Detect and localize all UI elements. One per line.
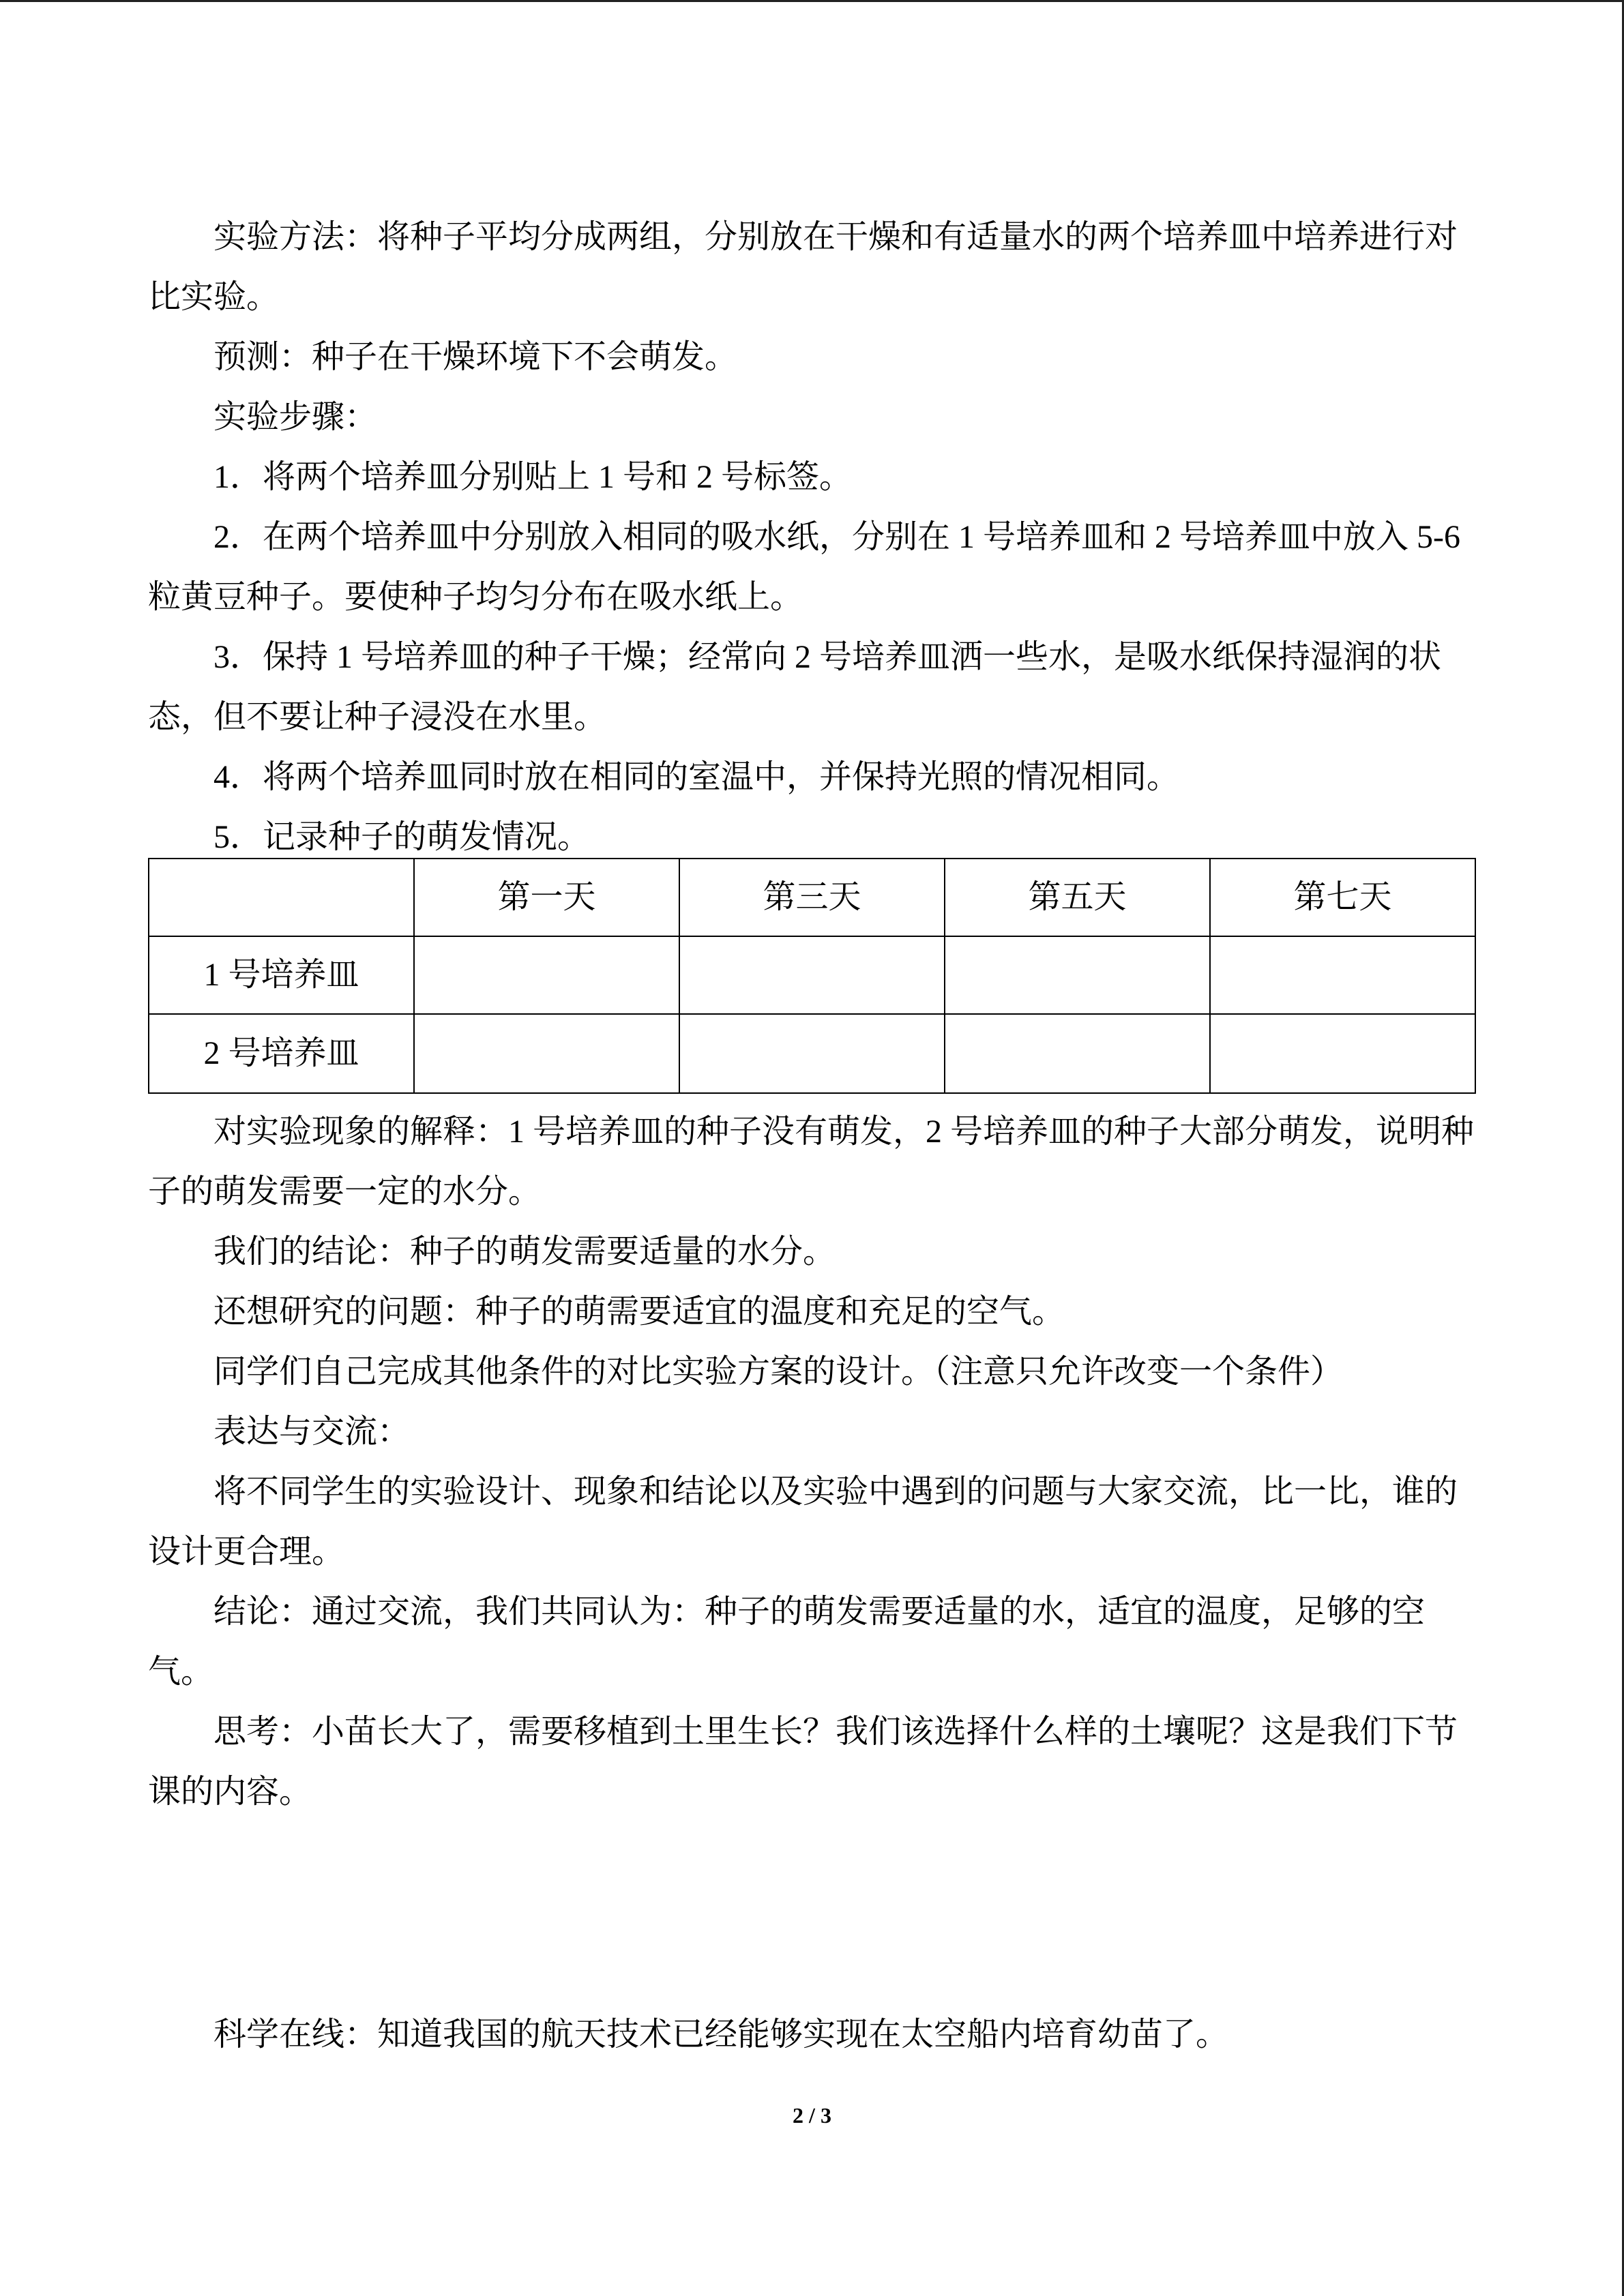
top-edge-line [0,0,1624,2]
paragraph-exchange [148,1462,1476,1582]
text-line: 粒黄豆种子。要使种子均匀分布在吸水纸上。 [148,579,803,615]
table-column-header: 第五天 [945,859,1210,936]
table-row [149,1014,1475,1093]
table-corner-cell [149,859,414,936]
table-row [149,936,1475,1014]
table-cell [414,936,679,1014]
text-line: 预测：种子在干燥环境下不会萌发。 [213,339,738,375]
paragraph-reflection [148,1702,1476,1822]
text-line: 还想研究的问题：种子的萌需要适宜的温度和充足的空气。 [213,1294,1065,1330]
text-line: 2．在两个培养皿中分别放入相同的吸水纸，分别在 1 号培养皿和 2 号培养皿中放入 5-6 [213,519,1460,555]
paragraph-final-conclusion [148,1582,1476,1702]
table-header-row [149,859,1475,936]
text-line: 比实验。 [148,279,280,315]
text-line: 实验步骤： [213,399,378,435]
paragraph-our-conclusion [148,1222,1476,1282]
paragraph-design-task [148,1342,1476,1402]
table-cell [945,936,1210,1014]
text-line: 设计更合理。 [148,1534,345,1570]
table-cell [679,1014,945,1093]
paragraph-step-1 [148,447,1476,507]
table-cell [945,1014,1210,1093]
text-line: 将不同学生的实验设计、现象和结论以及实验中遇到的问题与大家交流，比一比，谁的 [213,1474,1458,1510]
paragraph-method [148,207,1476,327]
table-cell [1210,1014,1475,1093]
table-row-label: 1 号培养皿 [149,936,414,1014]
text-line: 课的内容。 [148,1774,312,1810]
paragraph-prediction [148,327,1476,387]
table-column-header: 第三天 [679,859,945,936]
table-cell [1210,936,1475,1014]
discussion-section [148,1102,1476,1822]
text-line: 气。 [148,1654,214,1690]
text-line: 科学在线：知道我国的航天技术已经能够实现在太空船内培育幼苗了。 [213,2016,1229,2053]
paragraph-explanation [148,1102,1476,1222]
text-line: 5．记录种子的萌发情况。 [213,819,591,855]
text-line: 态，但不要让种子浸没在水里。 [148,699,607,735]
table-row-label: 2 号培养皿 [149,1014,414,1093]
germination-record-table [148,858,1476,1094]
text-line: 表达与交流： [213,1414,411,1450]
text-line: 结论：通过交流，我们共同认为：种子的萌发需要适量的水，适宜的温度，足够的空 [213,1594,1426,1630]
table-cell [679,936,945,1014]
science-online-section [148,2005,1476,2065]
table-column-header: 第七天 [1210,859,1475,936]
text-line: 3．保持 1 号培养皿的种子干燥；经常向 2 号培养皿洒一些水，是吸水纸保持湿润的状 [213,639,1442,675]
paragraph-expression-heading [148,1402,1476,1462]
text-line: 1．将两个培养皿分别贴上 1 号和 2 号标签。 [213,459,853,495]
text-line: 同学们自己完成其他条件的对比实验方案的设计。（注意只允许改变一个条件） [213,1354,1344,1390]
paragraph-further-questions [148,1282,1476,1342]
experiment-method-section [148,207,1476,867]
table-column-header: 第一天 [414,859,679,936]
paragraph-step-3 [148,627,1476,747]
text-line: 思考：小苗长大了，需要移植到土里生长？我们该选择什么样的土壤呢？这是我们下节 [213,1714,1458,1750]
page-number: 2 / 3 [793,2103,831,2128]
table-cell [414,1014,679,1093]
paragraph-science-online [148,2005,1476,2065]
text-line: 我们的结论：种子的萌发需要适量的水分。 [213,1234,836,1270]
paragraph-step-4 [148,747,1476,807]
text-line: 实验方法：将种子平均分成两组，分别放在干燥和有适量水的两个培养皿中培养进行对 [213,219,1458,255]
text-line: 子的萌发需要一定的水分。 [148,1174,542,1210]
paragraph-steps-heading [148,387,1476,447]
text-line: 4．将两个培养皿同时放在相同的室温中，并保持光照的情况相同。 [213,759,1180,795]
paragraph-step-2 [148,507,1476,627]
text-line: 对实验现象的解释：1 号培养皿的种子没有萌发，2 号培养皿的种子大部分萌发，说明种 [213,1114,1475,1150]
